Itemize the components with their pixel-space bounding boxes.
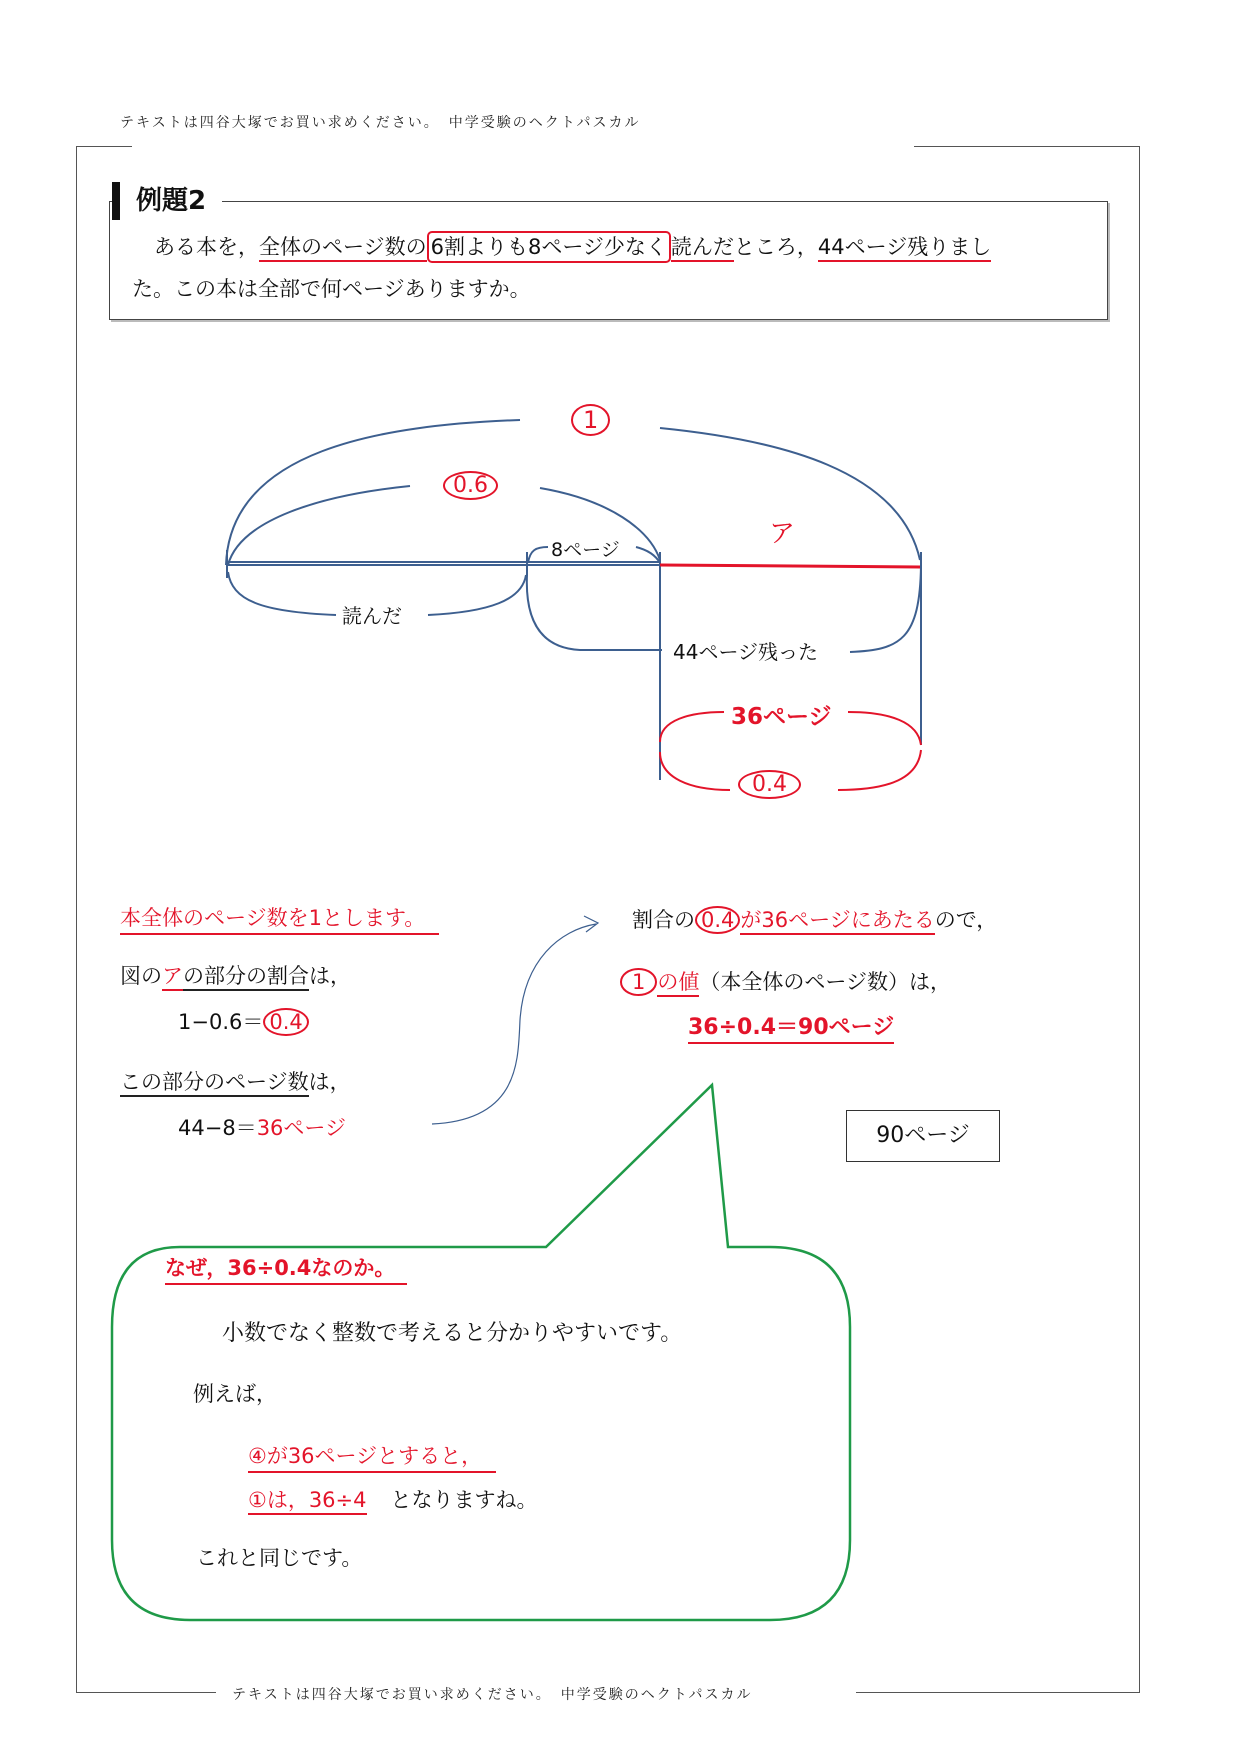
sol-right-line1: 割合の 0.4 が36ページにあたるので， (632, 904, 997, 934)
label-read: 読んだ (342, 604, 402, 628)
pointer-arrow (432, 924, 596, 1124)
brace-44left (527, 575, 662, 650)
sol-right-line2: 1 の値（本全体のページ数）は， (620, 966, 951, 996)
sol-left-line2: 図のアの部分の割合は， (120, 960, 351, 990)
segment-a (660, 565, 920, 567)
sol-right-line3: 36÷0.4＝90ページ (688, 1010, 894, 1044)
bubble-line2: 例えば， (193, 1382, 277, 1406)
label-a: ア (769, 519, 796, 549)
label-one: 1 (571, 404, 610, 436)
problem-text: ある本を，全体のページ数の 6割よりも8ページ少なく 読んだところ，44ページ残りまし た。この本は全部で何ページありますか。 (132, 226, 1082, 310)
brace-read (228, 572, 336, 615)
label-06: 0.6 (443, 471, 498, 500)
bubble-line5: これと同じです。 (196, 1546, 363, 1570)
brace-04 (660, 752, 730, 790)
answer-box: 90ページ (846, 1110, 1000, 1162)
bubble-line3: ④が36ページとすると， (248, 1440, 496, 1473)
sol-left-line4: この部分のページ数は， (120, 1066, 351, 1096)
bubble-title: なぜ，36÷0.4なのか。 (165, 1252, 407, 1285)
label-8page: 8ページ (551, 539, 620, 561)
sol-left-line1: 本全体のページ数を1とします。 (120, 902, 439, 935)
page-header: テキストは四谷大塚でお買い求めください。 中学受験のヘクトパスカル (120, 115, 641, 131)
bubble-line4: ①は，36÷4 となりますね。 (248, 1484, 538, 1514)
label-44left: 44ページ残った (673, 640, 819, 664)
problem-badge: 例題2 (112, 182, 222, 220)
key-phrase-box: 6割よりも8ページ少なく (427, 231, 671, 263)
label-36page: 36ページ (731, 704, 832, 730)
brace-36 (660, 712, 724, 742)
bubble-line1: 小数でなく整数で考えると分かりやすいです。 (222, 1321, 683, 1346)
label-04: 0.4 (738, 770, 801, 799)
sol-left-line3: 1−0.6＝ 0.4 (178, 1006, 309, 1036)
speech-bubble (112, 1085, 850, 1620)
page-footer: テキストは四谷大塚でお買い求めください。 中学受験のヘクトパスカル (232, 1687, 753, 1703)
arc-06-left (228, 486, 410, 565)
sol-left-line5: 44−8＝36ページ (178, 1116, 346, 1140)
